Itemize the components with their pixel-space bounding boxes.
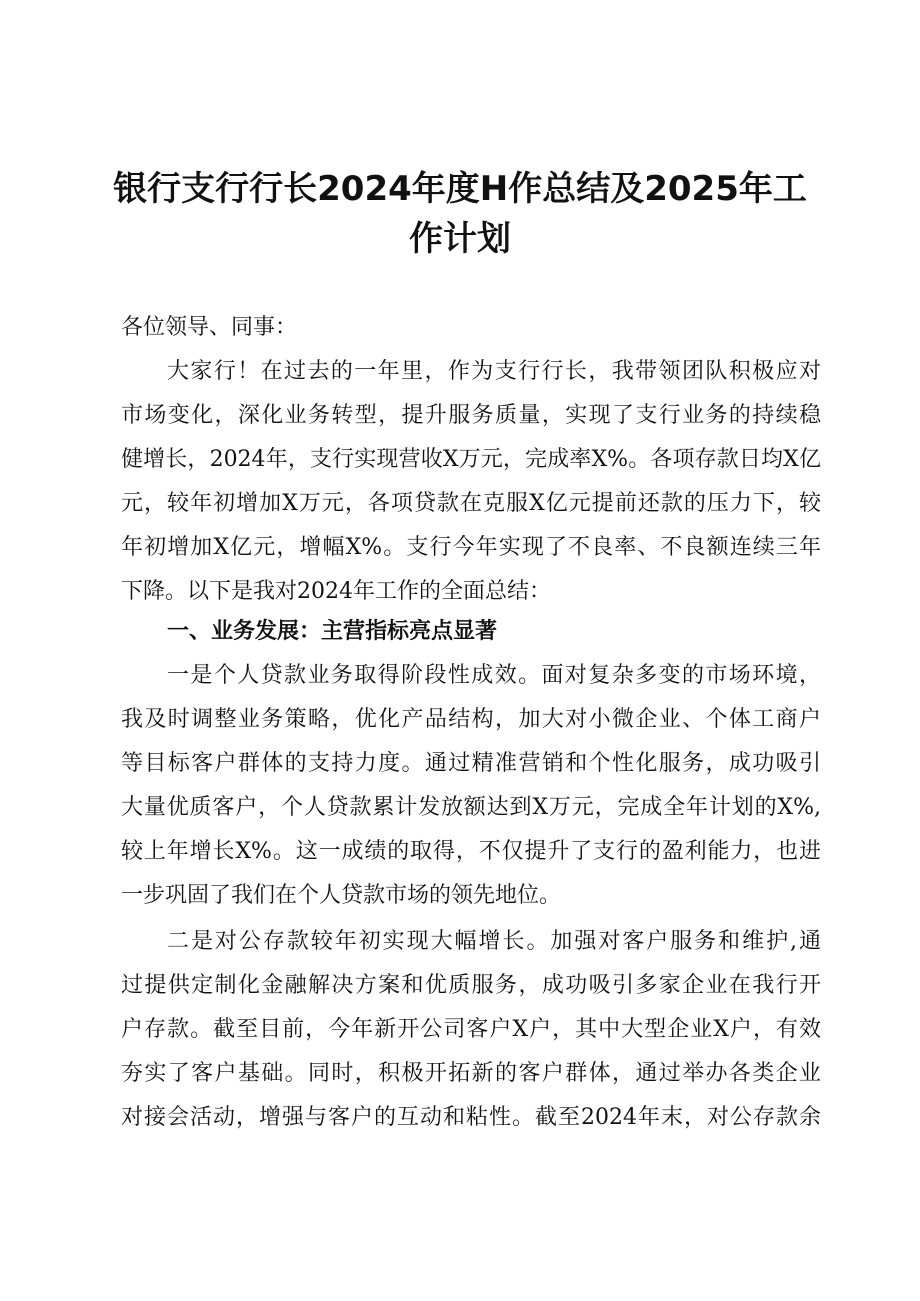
paragraph-line: 较上年增长X%。这一成绩的取得，不仅提升了支行的盈利能力，也进 xyxy=(121,839,821,864)
paragraph-line: 市场变化，深化业务转型，提升服务质量，实现了支行业务的持续稳 xyxy=(121,403,821,428)
paragraph-line: 下降。以下是我对2024年工作的全面总结： xyxy=(121,579,551,604)
paragraph-line: 夯实了客户基础。同时，积极开拓新的客户群体，通过举办各类企业 xyxy=(121,1061,821,1086)
paragraph-line: 一步巩固了我们在个人贷款市场的领先地位。 xyxy=(121,883,562,908)
paragraph-line: 二是对公存款较年初实现大幅增长。加强对客户服务和维护,通 xyxy=(167,929,821,954)
paragraph-line: 我及时调整业务策略，优化产品结构，加大对小微企业、个体工商户 xyxy=(121,707,821,732)
paragraph-line: 等目标客户群体的支持力度。通过精准营销和个性化服务，成功吸引 xyxy=(121,751,821,776)
paragraph-line: 过提供定制化金融解决方案和优质服务，成功吸引多家企业在我行开 xyxy=(121,973,821,998)
paragraph-line: 年初增加X亿元，增幅X%。支行今年实现了不良率、不良额连续三年 xyxy=(121,535,821,560)
section-heading-business-development: 一、业务发展：主营指标亮点显著 xyxy=(167,619,498,644)
paragraph-line: 大量优质客户，个人贷款累计发放额达到X万元，完成全年计划的X%, xyxy=(121,795,821,820)
paragraph-line: 一是个人贷款业务取得阶段性成效。面对复杂多变的市场环境， xyxy=(167,663,821,688)
document-title-line-1: 银行支行行长2024年度H作总结及2025年工 xyxy=(113,169,807,209)
paragraph-line: 对接会活动，增强与客户的互动和粘性。截至2024年末，对公存款余 xyxy=(121,1105,821,1130)
paragraph-line: 元，较年初增加X万元，各项贷款在克服X亿元提前还款的压力下，较 xyxy=(121,491,821,516)
paragraph-line: 健增长，2024年，支行实现营收X万元，完成率X%。各项存款日均X亿 xyxy=(121,447,821,472)
paragraph-line: 大家行！在过去的一年里，作为支行行长，我带领团队积极应对 xyxy=(167,359,821,384)
paragraph-line: 户存款。截至目前，今年新开公司客户X户，其中大型企业X户，有效 xyxy=(121,1017,821,1042)
document-title-line-2: 作计划 xyxy=(409,219,511,259)
salutation: 各位领导、同事： xyxy=(121,315,298,340)
